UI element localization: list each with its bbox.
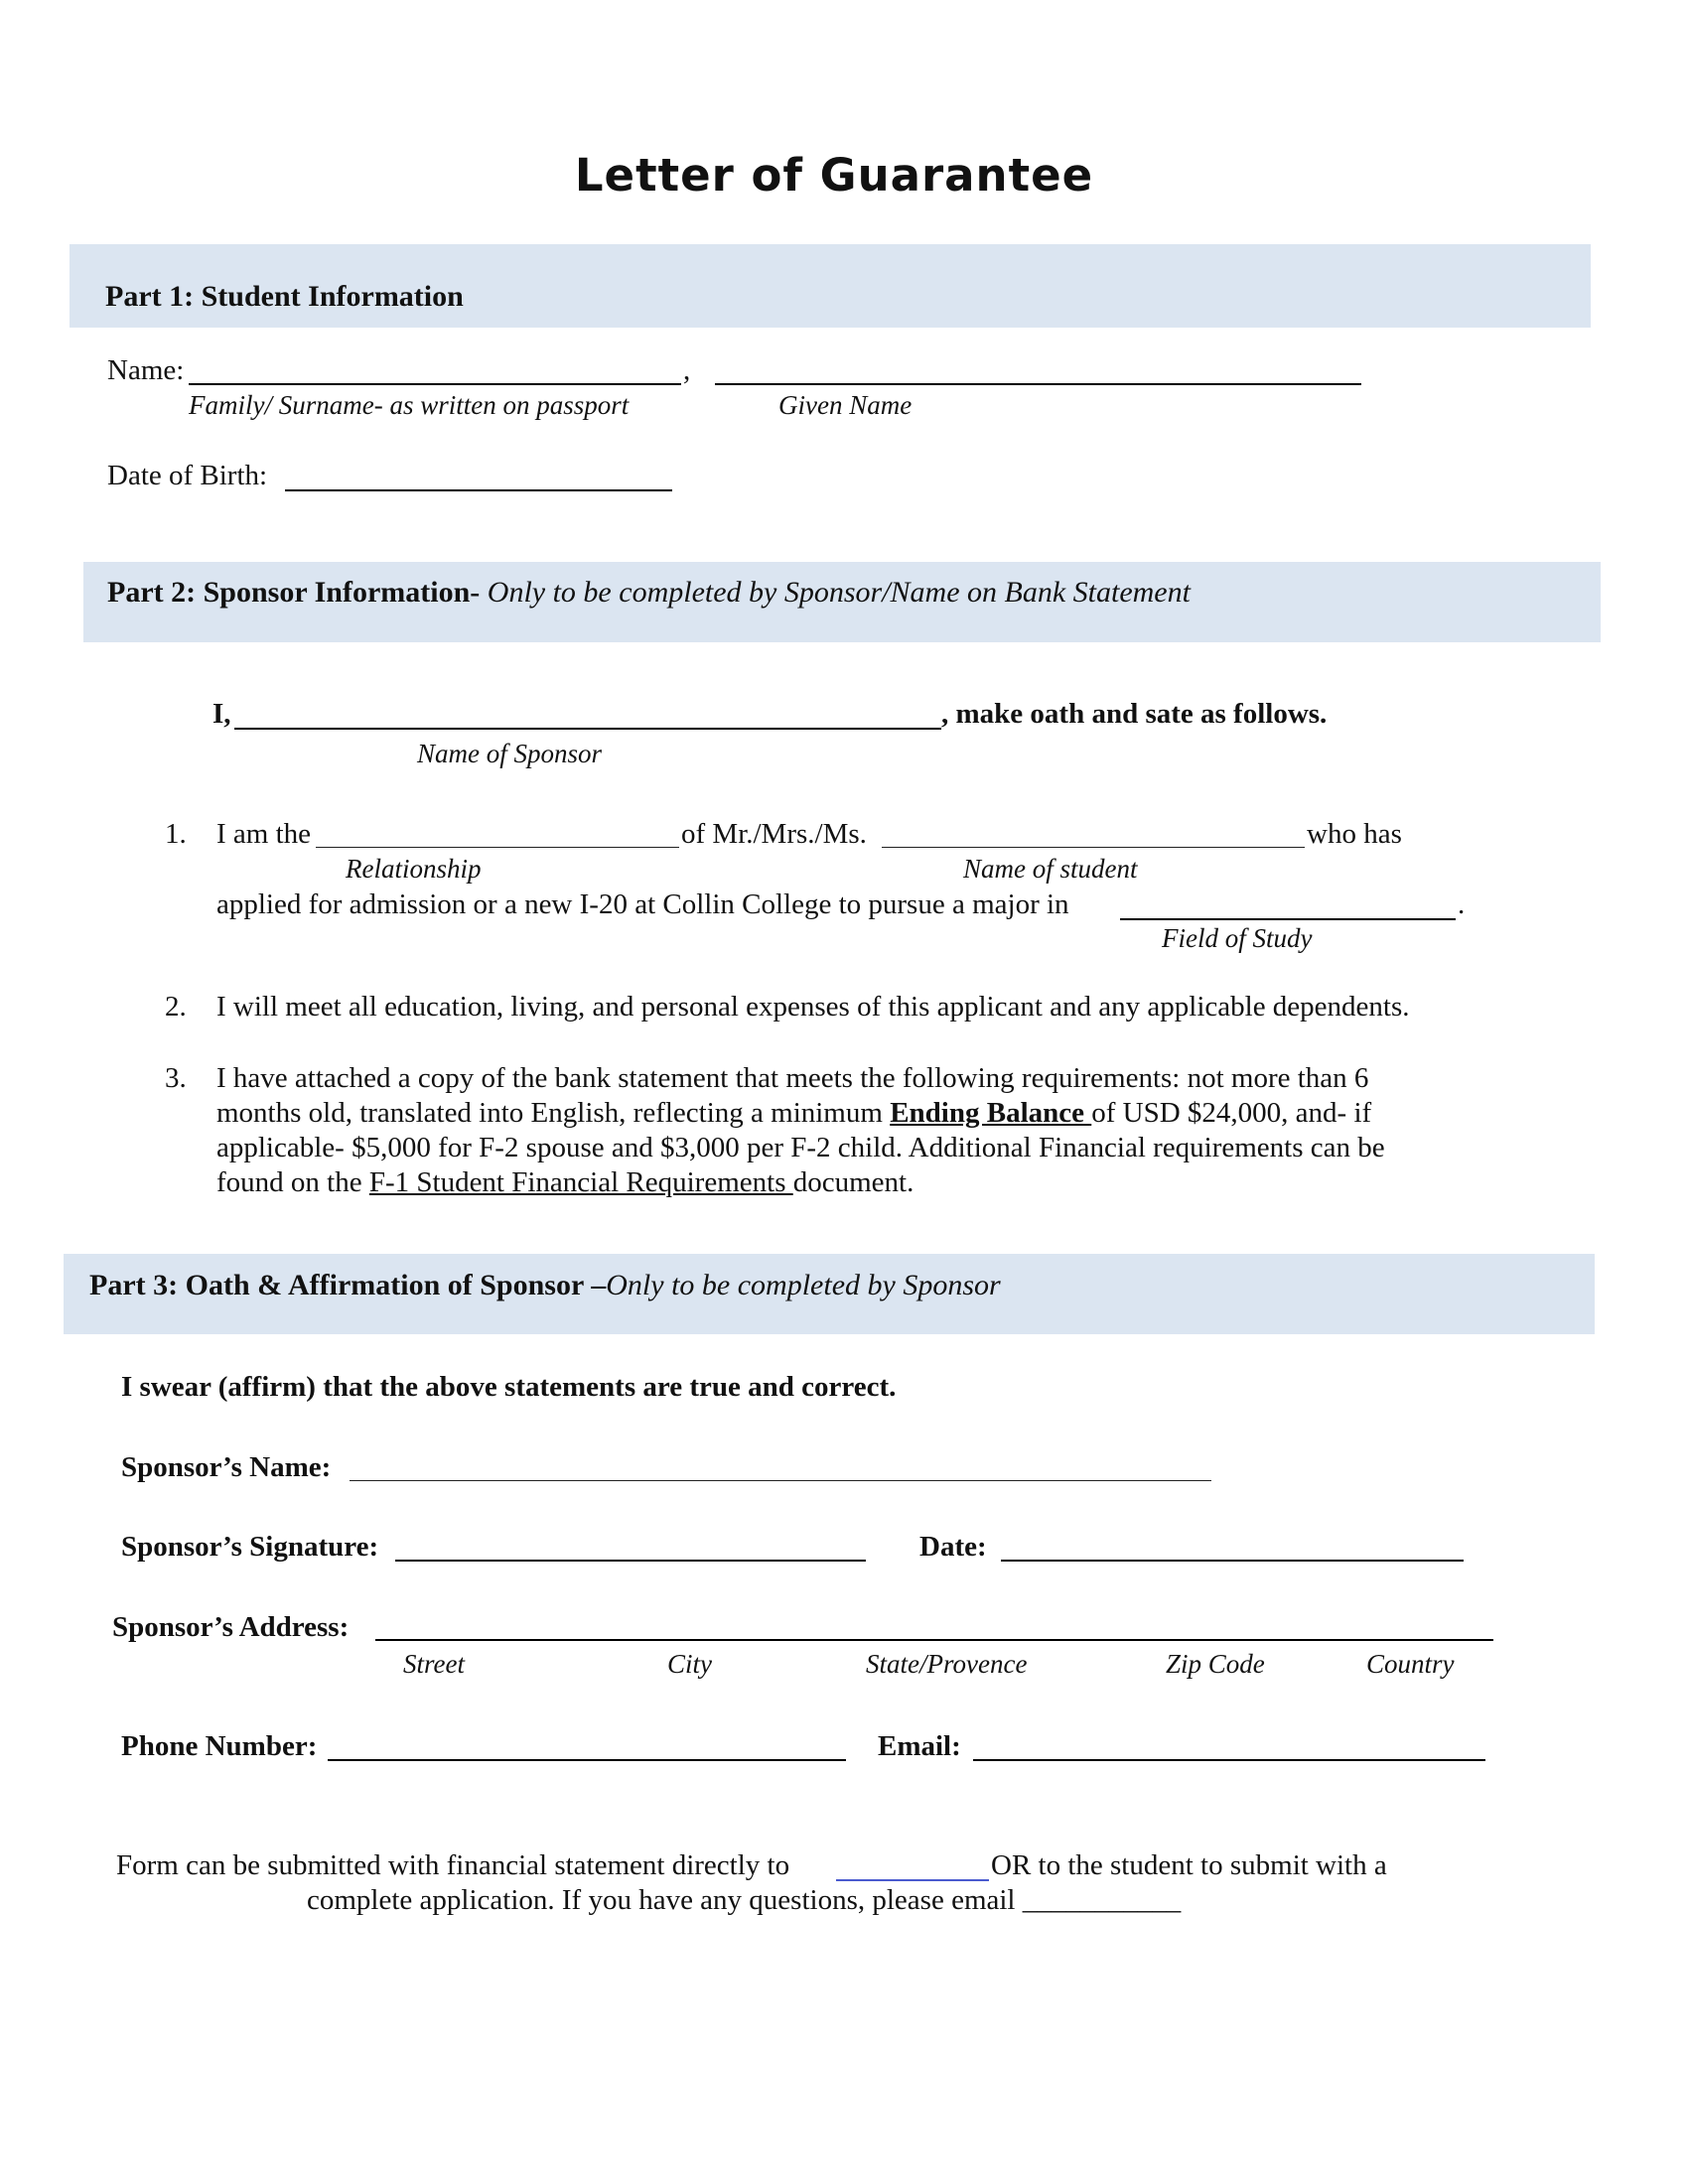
item3-line3: applicable- $5,000 for F-2 spouse and $3,000 per F-2 child. Additional Financial requirements can be xyxy=(216,1132,1385,1163)
address-state-caption: State/Provence xyxy=(866,1649,1028,1679)
given-name-field[interactable] xyxy=(715,383,1361,385)
family-name-field[interactable] xyxy=(189,383,681,385)
item3-line1: I have attached a copy of the bank statement that meets the following requirements: not more than 6 xyxy=(216,1062,1369,1094)
part3-header: Part 3: Oath & Affirmation of Sponsor –Only to be completed by Sponsor xyxy=(89,1269,1001,1301)
footer-line2: complete application. If you have any questions, please email ___________ xyxy=(307,1884,1182,1916)
email-label: Email: xyxy=(878,1730,961,1762)
relationship-caption: Relationship xyxy=(346,854,482,884)
sponsor-name-field[interactable] xyxy=(234,728,941,730)
address-city-caption: City xyxy=(667,1649,712,1679)
phone-label: Phone Number: xyxy=(121,1730,318,1762)
footer-line1-a: Form can be submitted with financial statement directly to xyxy=(116,1849,790,1881)
sponsor-signature-label: Sponsor’s Signature: xyxy=(121,1531,379,1563)
oath-statement: , make oath and sate as follows. xyxy=(941,698,1328,730)
oath-i: I, xyxy=(212,698,231,730)
phone-field[interactable] xyxy=(328,1759,846,1761)
swear-statement: I swear (affirm) that the above statements are true and correct. xyxy=(121,1371,897,1403)
part2-header: Part 2: Sponsor Information- Only to be completed by Sponsor/Name on Bank Statement xyxy=(107,576,1191,609)
footer-line1-b: OR to the student to submit with a xyxy=(991,1849,1387,1881)
date-label: Date: xyxy=(919,1531,987,1563)
item1-text-b: of Mr./Mrs./Ms. xyxy=(681,818,867,850)
item1-text-c: who has xyxy=(1307,818,1402,850)
item3-line2: months old, translated into English, reflecting a minimum Ending Balance of USD $24,000, and- if xyxy=(216,1097,1372,1129)
field-of-study-field[interactable] xyxy=(1120,918,1456,920)
financial-requirements-link[interactable]: F-1 Student Financial Requirements xyxy=(368,1166,793,1198)
family-name-caption: Family/ Surname- as written on passport xyxy=(189,390,630,420)
item-number-1: 1. xyxy=(165,818,187,850)
item1-period: . xyxy=(1458,888,1466,920)
sponsor-signature-field[interactable] xyxy=(395,1560,866,1562)
sponsor-name-input[interactable] xyxy=(350,1480,1211,1481)
sponsor-name-caption: Name of Sponsor xyxy=(417,739,603,768)
student-name-field[interactable] xyxy=(882,847,1305,848)
email-field[interactable] xyxy=(973,1759,1485,1761)
name-comma: , xyxy=(683,354,691,386)
item1-text-a: I am the xyxy=(216,818,312,850)
date-field[interactable] xyxy=(1001,1560,1464,1562)
part1-header: Part 1: Student Information xyxy=(105,280,464,313)
dob-label: Date of Birth: xyxy=(107,460,268,491)
item2-text: I will meet all education, living, and personal expenses of this applicant and any applicable dependents. xyxy=(216,991,1410,1023)
field-of-study-caption: Field of Study xyxy=(1162,923,1313,953)
student-name-caption: Name of student xyxy=(963,854,1138,884)
relationship-field[interactable] xyxy=(316,847,679,848)
address-street-caption: Street xyxy=(403,1649,465,1679)
ending-balance-emphasis: Ending Balance xyxy=(890,1097,1092,1129)
address-country-caption: Country xyxy=(1366,1649,1455,1679)
address-zip-caption: Zip Code xyxy=(1166,1649,1265,1679)
page-title: Letter of Guarantee xyxy=(574,149,1094,202)
item3-line4: found on the F-1 Student Financial Requirements document. xyxy=(216,1166,914,1198)
item1-line2: applied for admission or a new I-20 at Collin College to pursue a major in xyxy=(216,888,1069,920)
given-name-caption: Given Name xyxy=(778,390,913,420)
item-number-2: 2. xyxy=(165,991,187,1023)
sponsor-address-field[interactable] xyxy=(375,1639,1493,1641)
item-number-3: 3. xyxy=(165,1062,187,1094)
sponsor-name-label: Sponsor’s Name: xyxy=(121,1451,332,1483)
name-label: Name: xyxy=(107,354,185,386)
sponsor-address-label: Sponsor’s Address: xyxy=(112,1611,350,1643)
dob-field[interactable] xyxy=(285,489,672,491)
submission-recipient-blank[interactable] xyxy=(836,1879,989,1881)
